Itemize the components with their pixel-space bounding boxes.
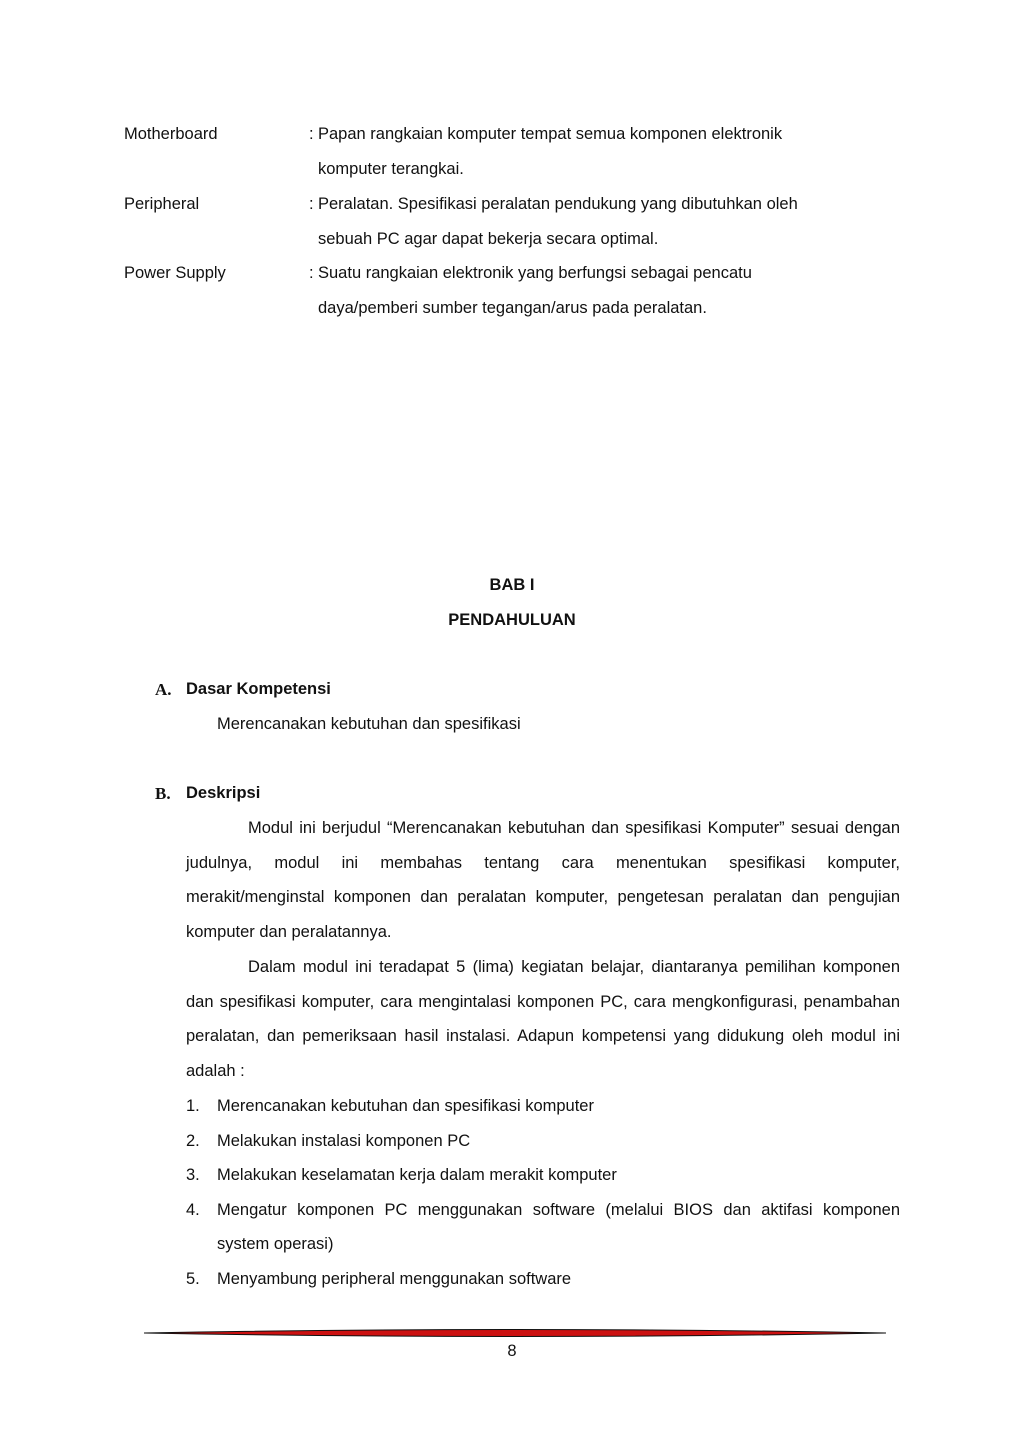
list-item-number: 5. xyxy=(186,1269,200,1288)
section-b-title: Deskripsi xyxy=(186,784,261,802)
list-item xyxy=(186,1124,900,1159)
section-a-body: Merencanakan kebutuhan dan spesifikasi xyxy=(217,715,521,733)
footer-rule xyxy=(144,1326,886,1340)
competency-list xyxy=(186,1089,900,1297)
glossary-definition-peripheral: Peralatan. Spesifikasi peralatan pendukung yang dibutuhkan oleh xyxy=(318,195,798,213)
section-b-letter: B. xyxy=(155,784,171,803)
list-item-number: 2. xyxy=(186,1131,200,1150)
description-paragraph-1 xyxy=(186,811,900,949)
list-item xyxy=(186,1193,900,1262)
glossary-term-power-supply: Power Supply xyxy=(124,264,226,282)
footer-rule-shape xyxy=(144,1330,886,1337)
glossary-definition-motherboard-cont: komputer terangkai. xyxy=(318,160,464,178)
list-item xyxy=(186,1089,900,1124)
section-a-letter: A. xyxy=(155,680,172,699)
glossary-term-peripheral: Peripheral xyxy=(124,195,200,213)
list-item-text: Merencanakan kebutuhan dan spesifikasi komputer xyxy=(217,1097,594,1115)
description-paragraph-2 xyxy=(186,950,900,1088)
description-paragraph-2-text: Dalam modul ini teradapat 5 (lima) kegiatan belajar, diantaranya pemilihan komponen dan spesifikasi komputer, cara mengintalasi komponen PC, cara mengkonfigurasi, penambahan peralatan, dan pemeriksaan hasil instalasi. Adapun kompetensi yang didukung oleh modul ini adalah : xyxy=(186,958,900,1080)
chapter-title: PENDAHULUAN xyxy=(448,611,576,629)
list-item-number: 3. xyxy=(186,1166,200,1185)
list-item-text: Mengatur komponen PC menggunakan software (melalui BIOS dan aktifasi komponen system operasi) xyxy=(217,1200,900,1254)
glossary-definition-power-supply-cont: daya/pemberi sumber tegangan/arus pada peralatan. xyxy=(318,299,707,317)
list-item xyxy=(186,1158,900,1193)
glossary-term-motherboard: Motherboard xyxy=(124,125,218,143)
list-item-text: Melakukan keselamatan kerja dalam merakit komputer xyxy=(217,1166,617,1185)
page-number: 8 xyxy=(507,1342,517,1360)
glossary-definition-peripheral-cont: sebuah PC agar dapat bekerja secara optimal. xyxy=(318,230,659,248)
glossary-definition-motherboard: Papan rangkaian komputer tempat semua komponen elektronik xyxy=(318,125,783,143)
glossary-definition-power-supply: Suatu rangkaian elektronik yang berfungsi sebagai pencatu xyxy=(318,264,752,282)
glossary-colon: : xyxy=(309,195,314,213)
section-a-title: Dasar Kompetensi xyxy=(186,680,331,698)
list-item-text: Melakukan instalasi komponen PC xyxy=(217,1131,471,1150)
list-item xyxy=(186,1262,900,1297)
list-item-number: 1. xyxy=(186,1097,200,1115)
chapter-label: BAB I xyxy=(489,576,535,594)
list-item-number: 4. xyxy=(186,1200,200,1219)
description-paragraph-1-text: Modul ini berjudul “Merencanakan kebutuhan dan spesifikasi Komputer” sesuai dengan judulnya, modul ini membahas tentang cara menentukan spesifikasi komputer, merakit/menginstal komponen dan peralatan komputer, pengetesan peralatan dan pengujian komputer dan peralatannya. xyxy=(186,819,900,941)
glossary-colon: : xyxy=(309,125,314,143)
glossary-colon: : xyxy=(309,264,314,282)
list-item-text: Menyambung peripheral menggunakan software xyxy=(217,1269,572,1288)
